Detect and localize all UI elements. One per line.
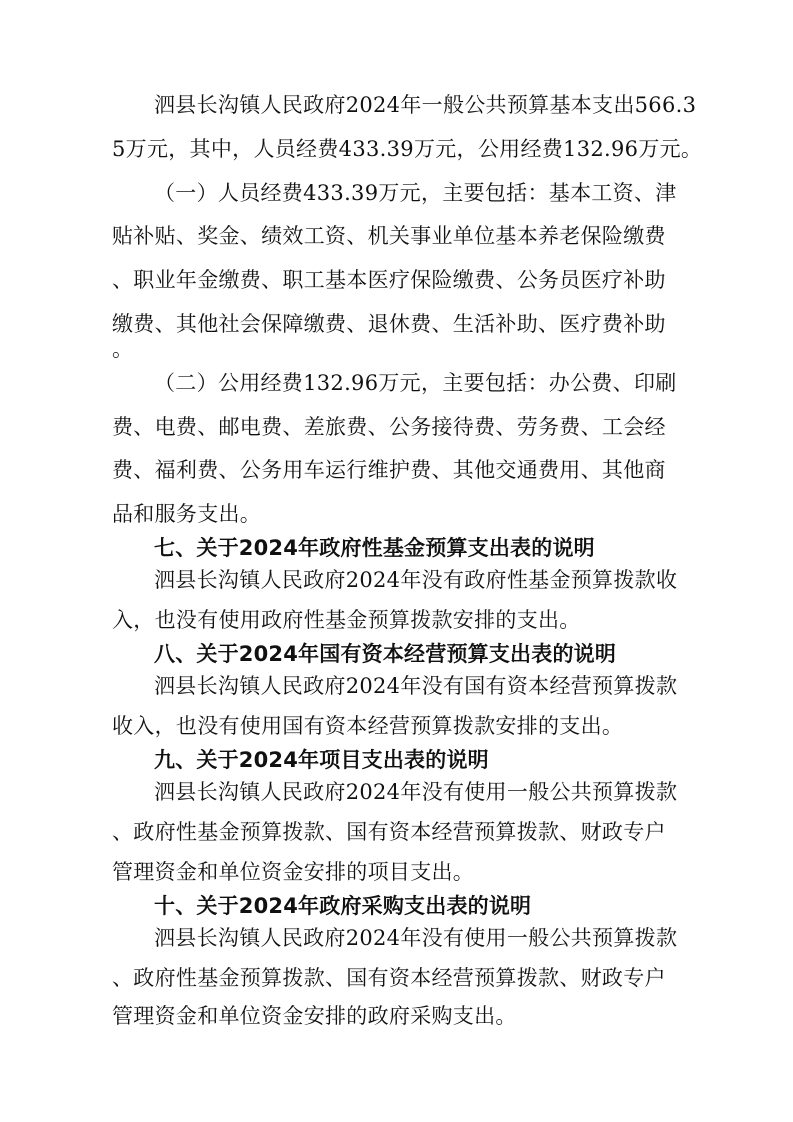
body-line: 。 (112, 337, 134, 361)
body-line: （一）人员经费433.39万元，主要包括：基本工资、津 (154, 181, 677, 205)
body-line: 缴费、其他社会保障缴费、退休费、生活补助、医疗费补助 (112, 312, 666, 336)
body-line: 、职业年金缴费、职工基本医疗保险缴费、公务员医疗补助 (112, 268, 666, 292)
body-line: （二）公用经费132.96万元，主要包括：办公费、印刷 (154, 371, 677, 395)
body-line: 管理资金和单位资金安排的政府采购支出。 (112, 1004, 517, 1028)
section-heading: 七、关于2024年政府性基金预算支出表的说明 (154, 536, 595, 560)
section-heading: 九、关于2024年项目支出表的说明 (154, 748, 489, 772)
body-line: 泗县长沟镇人民政府2024年一般公共预算基本支出566.3 (154, 93, 697, 117)
body-line: 品和服务支出。 (112, 502, 262, 526)
section-heading: 八、关于2024年国有资本经营预算支出表的说明 (154, 642, 617, 666)
body-line: 贴补贴、奖金、绩效工资、机关事业单位基本养老保险缴费 (112, 224, 666, 248)
body-line: 费、电费、邮电费、差旅费、公务接待费、劳务费、工会经 (112, 415, 666, 439)
body-line: 泗县长沟镇人民政府2024年没有使用一般公共预算拨款 (154, 780, 678, 804)
body-line: 泗县长沟镇人民政府2024年没有使用一般公共预算拨款 (154, 926, 678, 950)
body-line: 、政府性基金预算拨款、国有资本经营预算拨款、财政专户 (112, 820, 666, 844)
body-line: 入，也没有使用政府性基金预算拨款安排的支出。 (112, 608, 581, 632)
body-line: 收入，也没有使用国有资本经营预算拨款安排的支出。 (112, 714, 624, 738)
section-heading: 十、关于2024年政府采购支出表的说明 (154, 894, 532, 918)
body-line: 泗县长沟镇人民政府2024年没有政府性基金预算拨款收 (154, 568, 678, 592)
body-line: 管理资金和单位资金安排的项目支出。 (112, 860, 475, 884)
body-line: 、政府性基金预算拨款、国有资本经营预算拨款、财政专户 (112, 966, 666, 990)
body-line: 费、福利费、公务用车运行维护费、其他交通费用、其他商 (112, 458, 666, 482)
body-line: 泗县长沟镇人民政府2024年没有国有资本经营预算拨款 (154, 674, 678, 698)
body-line: 5万元，其中，人员经费433.39万元，公用经费132.96万元。 (112, 137, 703, 161)
